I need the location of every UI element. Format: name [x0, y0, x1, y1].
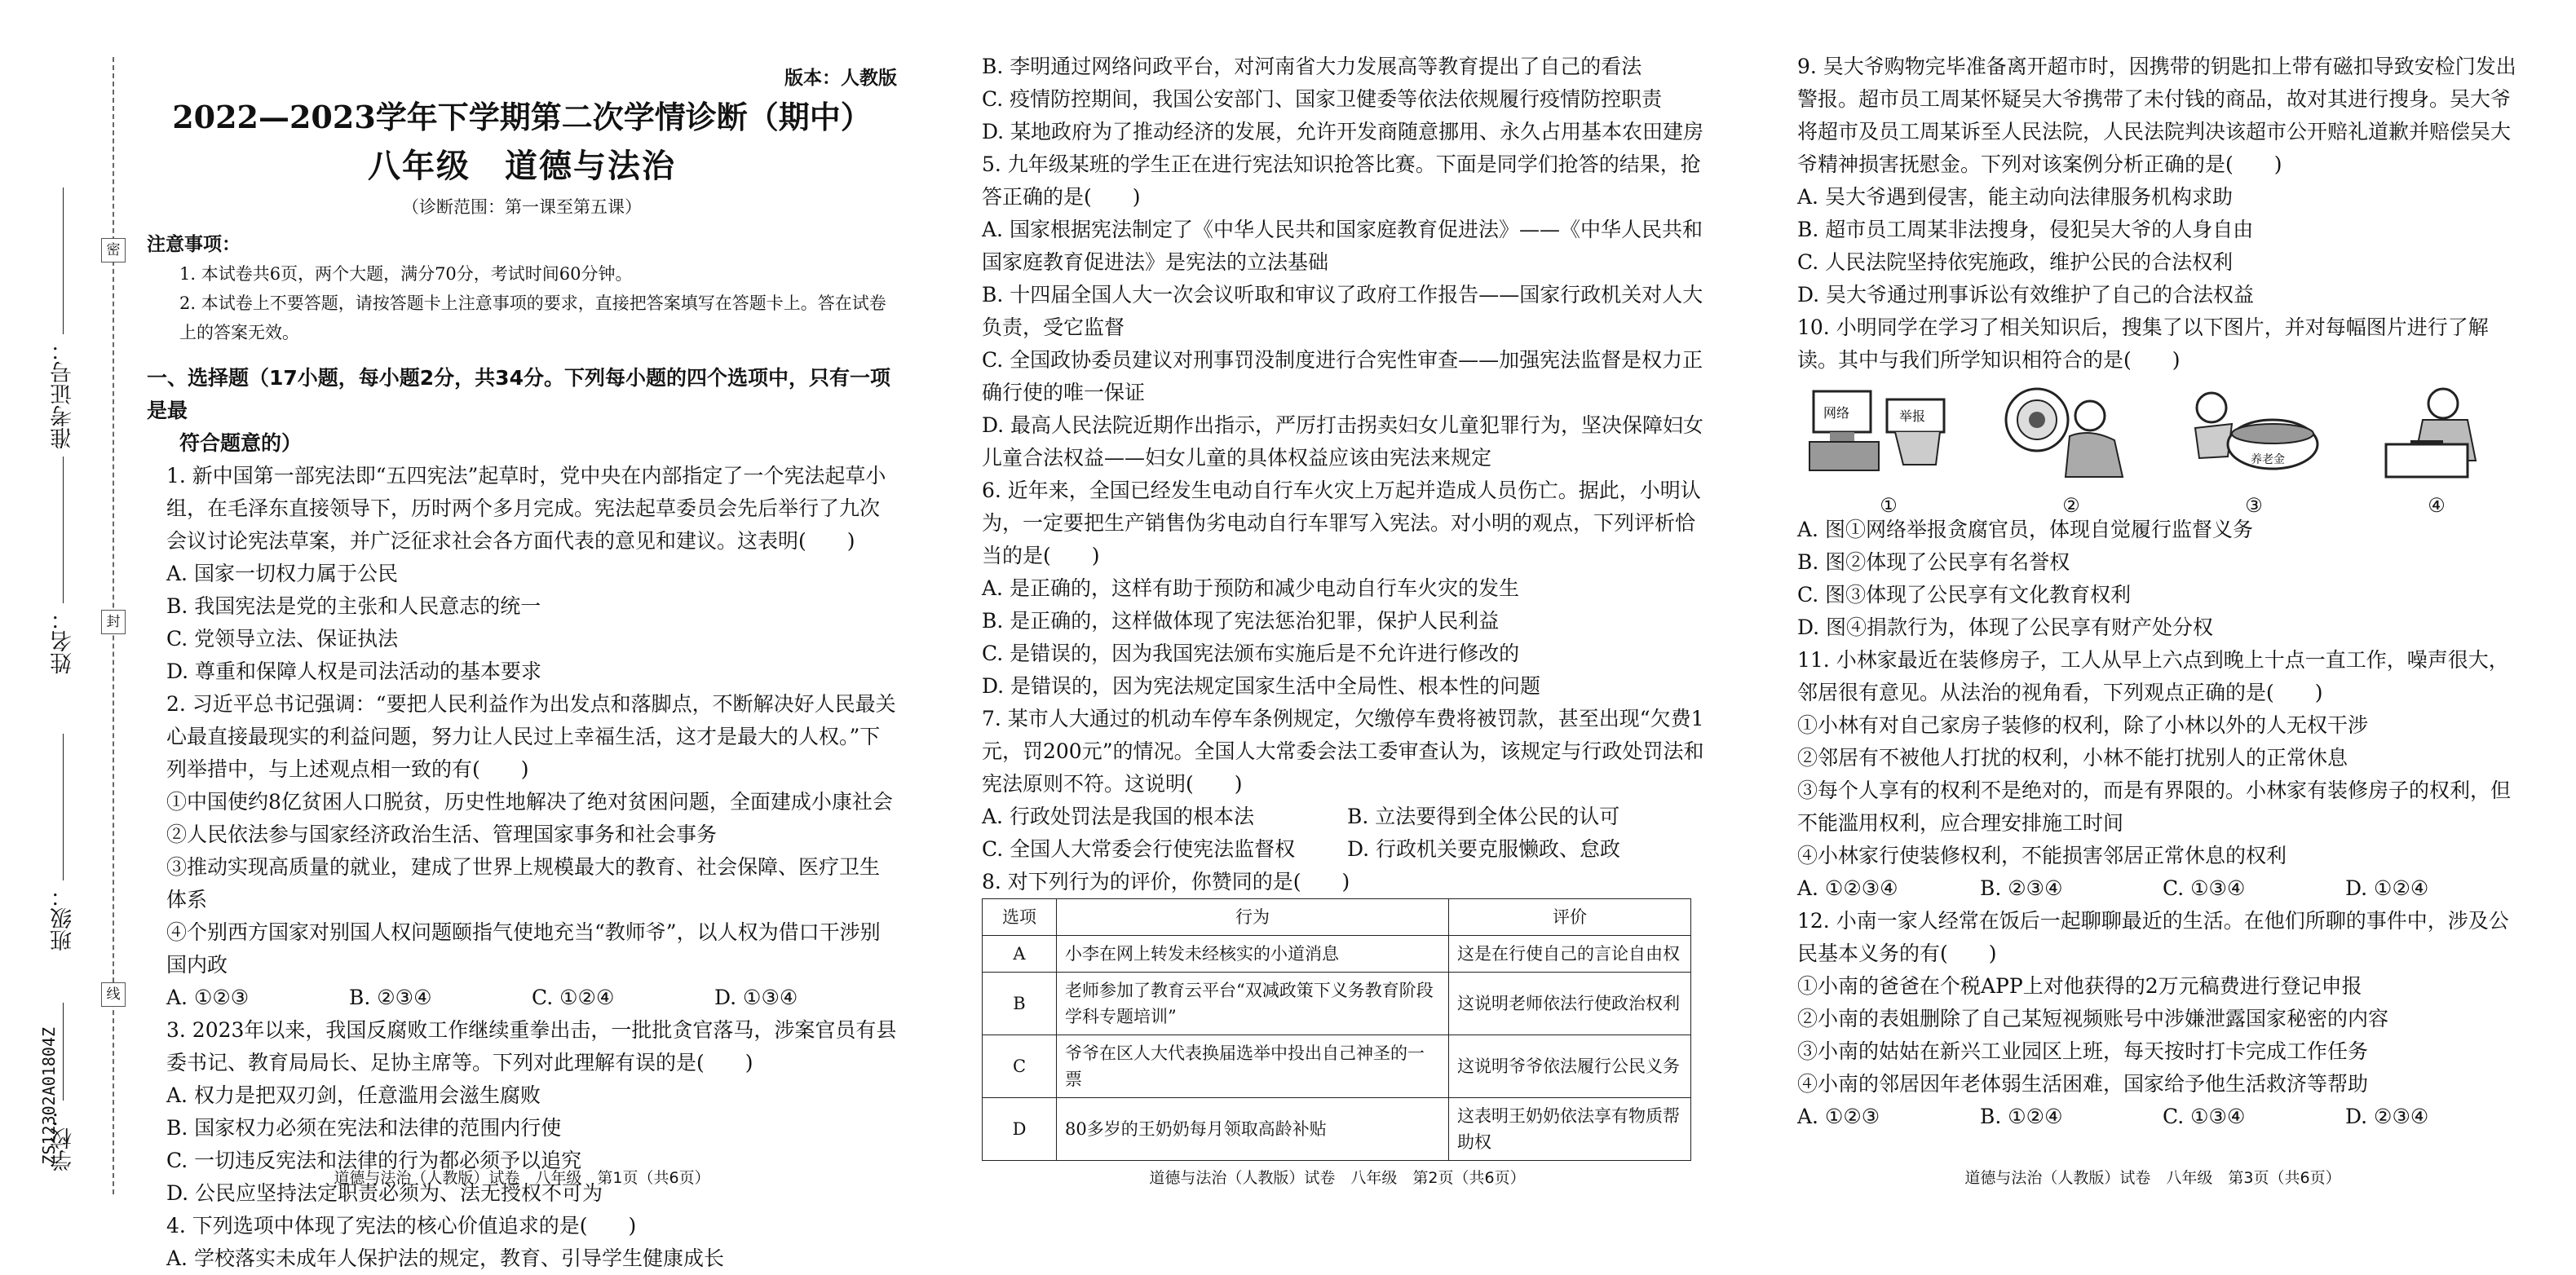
edition-label: 版本：人教版 — [784, 67, 897, 89]
question-4: 4. 下列选项中体现了宪法的核心价值追求的是( ) — [166, 1214, 637, 1238]
q5-option-b: B. 十四届全国人大一次会议听取和审议了政府工作报告——国家行政机关对人大负责，受它监督 — [982, 283, 1703, 339]
q7-options-row2 — [962, 833, 1712, 866]
q2-option-a: A. ①②③ — [166, 986, 250, 1009]
q12-option-b: B. ①②④ — [1980, 1105, 2063, 1128]
question-1: 1. 新中国第一部宪法即“五四宪法”起草时，党中央在内部指定了一个宪法起草小组，在毛泽东直接领导下，历时两个多月完成。宪法起草委员会先后举行了九次会议讨论宪法草案，并广泛征求社会各方面代表的意见和建议。这表明( ) — [166, 464, 886, 553]
q2-option-b: B. ②③④ — [349, 986, 432, 1009]
question-12: 12. 小南一家人经常在饭后一起聊聊最近的生活。在他们所聊的事件中，涉及公民基本义务的有( ) — [1797, 909, 2509, 965]
binding-margin — [0, 0, 122, 1242]
q3-option-c: C. 一切违反宪法和法律的行为都必须予以追究 — [166, 1149, 582, 1172]
table-header-action: 行为 — [1057, 899, 1449, 936]
table-header-option: 选项 — [983, 899, 1057, 936]
q12-statement-3: ③小南的姑姑在新兴工业园区上班，每天按时打卡完成工作任务 — [1797, 1039, 2369, 1063]
table-row — [983, 1035, 1691, 1098]
q6-option-a: A. 是正确的，这样有助于预防和减少电动自行车火灾的发生 — [982, 576, 1519, 600]
q7-option-c: C. 全国人大常委会行使宪法监督权 — [982, 837, 1296, 861]
table-header-evaluation: 评价 — [1449, 899, 1691, 936]
q2-option-c: C. ①②④ — [532, 986, 615, 1009]
q3-option-d: D. 公民应坚持法定职责必须为、法无授权不可为 — [166, 1181, 603, 1205]
question-5: 5. 九年级某班的学生正在进行宪法知识抢答比赛。下面是同学们抢答的结果，抢答正确的是( ) — [982, 152, 1701, 209]
q12-statement-2: ②小南的表姐删除了自己某短视频账号中涉嫌泄露国家秘密的内容 — [1797, 1007, 2389, 1030]
q5-option-c: C. 全国政协委员建议对刑事罚没制度进行合宪性审查——加强宪法监督是权力正确行使的唯一保证 — [982, 348, 1703, 404]
picture-1-label: ① — [1880, 494, 1898, 517]
exam-title: 2022—2023学年下学期第二次学情诊断（期中） — [172, 99, 872, 135]
footer-page-3: 道德与法治（人教版）试卷 八年级 第3页（共6页） — [1964, 1169, 2341, 1187]
computer-report-illustration — [1805, 383, 1960, 485]
picture-4 — [2345, 383, 2528, 517]
q12-option-d: D. ②③④ — [2345, 1105, 2429, 1128]
q10-option-d: D. 图④捐款行为，体现了公民享有财产处分权 — [1797, 615, 2214, 639]
q4-option-d: D. 某地政府为了推动经济的发展，允许开发商随意挪用、永久占用基本农田建房 — [982, 120, 1704, 143]
donation-illustration — [2353, 383, 2508, 485]
row-option: D — [983, 1098, 1057, 1161]
q6-option-c: C. 是错误的，因为我国宪法颁布实施后是不允许进行修改的 — [982, 642, 1520, 665]
q9-option-d: D. 吴大爷通过刑事诉讼有效维护了自己的合法权益 — [1797, 283, 2255, 307]
picture-4-label: ④ — [2428, 494, 2446, 517]
footer-page-1: 道德与法治（人教版）试卷 八年级 第1页（共6页） — [334, 1169, 710, 1187]
q11-options — [1778, 872, 2528, 905]
q10-option-a: A. 图①网络举报贪腐官员，体现自觉履行监督义务 — [1797, 518, 2253, 541]
q1-option-c: C. 党领导立法、保证执法 — [166, 627, 399, 651]
q10-option-b: B. 图②体现了公民享有名誉权 — [1797, 550, 2070, 574]
question-3: 3. 2023年以来，我国反腐败工作继续重拳出击，一批批贪官落马，涉案官员有县委书记、教育局局长、足协主席等。下列对此理解有误的是( ) — [166, 1018, 897, 1074]
row-option: B — [983, 973, 1057, 1035]
class-field: 班级： — [47, 734, 96, 951]
name-field: 姓名： — [47, 457, 96, 674]
section-heading: 一、选择题（17小题，每小题2分，共34分。下列每小题的四个选项中，只有一项是最 — [147, 366, 890, 422]
q2-statement-1: ①中国使约8亿贫困人口脱贫，历史性地解决了绝对贫困问题，全面建成小康社会 — [166, 790, 893, 814]
page-3 — [1778, 51, 2528, 1133]
person-target-illustration — [1988, 383, 2143, 485]
q7-options-row1 — [962, 801, 1712, 833]
q9-option-c: C. 人民法院坚持依宪施政，维护公民的合法权利 — [1797, 250, 2234, 274]
row-action: 80多岁的王奶奶每月领取高龄补贴 — [1057, 1098, 1449, 1161]
question-2: 2. 习近平总书记强调：“要把人民利益作为出发点和落脚点，不断解决好人民最关心最直接最现实的利益问题，努力让人民过上幸福生活，这才是最大的人权。”下列举措中，与上述观点相一致的有( ) — [166, 692, 896, 781]
seal-mark-mi: 密 — [101, 238, 126, 262]
section-heading-cont: 符合题意的） — [179, 431, 303, 455]
q9-option-a: A. 吴大爷遇到侵害，能主动向法律服务机构求助 — [1797, 185, 2233, 209]
notes-heading: 注意事项： — [147, 234, 241, 255]
q12-statement-4: ④小南的邻居因年老体弱生活困难，国家给予他生活救济等帮助 — [1797, 1072, 2369, 1096]
q11-option-b: B. ②③④ — [1980, 876, 2063, 900]
pic1-text-report: 举报 — [1899, 408, 1926, 424]
row-evaluation: 这是在行使自己的言论自由权 — [1449, 936, 1691, 973]
footer-page-2: 道德与法治（人教版）试卷 八年级 第2页（共6页） — [1149, 1169, 1526, 1187]
q11-statement-3: ③每个人享有的权利不是绝对的，而是有界限的。小林家有装修房子的权利，但不能滥用权利，应合理安排施工时间 — [1797, 779, 2512, 835]
q1-option-b: B. 我国宪法是党的主张和人民意志的统一 — [166, 594, 541, 618]
row-evaluation: 这说明爷爷依法履行公民义务 — [1449, 1035, 1691, 1098]
q2-statement-3: ③推动实现高质量的就业，建成了世界上规模最大的教育、社会保障、医疗卫生体系 — [166, 855, 881, 911]
seal-mark-feng: 封 — [101, 610, 126, 634]
q6-option-b: B. 是正确的，这样做体现了宪法惩治犯罪，保护人民利益 — [982, 609, 1500, 633]
row-evaluation: 这表明王奶奶依法享有物质帮助权 — [1449, 1098, 1691, 1161]
page-2 — [962, 51, 1712, 1161]
exam-scope: （诊断范围：第一课至第五课） — [402, 197, 642, 217]
q7-option-a: A. 行政处罚法是我国的根本法 — [982, 805, 1254, 828]
q5-option-a: A. 国家根据宪法制定了《中华人民共和国家庭教育促进法》——《中华人民共和国家庭教育促进法》是宪法的立法基础 — [982, 218, 1703, 274]
q3-option-a: A. 权力是把双刃剑，任意滥用会滋生腐败 — [166, 1083, 541, 1107]
q2-statement-4: ④个别西方国家对别国人权问题颐指气使地充当“教师爷”，以人权为借口干涉别国内政 — [166, 920, 881, 977]
q1-option-d: D. 尊重和保障人权是司法活动的基本要求 — [166, 660, 542, 683]
table-row — [983, 936, 1691, 973]
question-8: 8. 对下列行为的评价，你赞同的是( ) — [982, 870, 1350, 893]
q2-options — [147, 982, 897, 1014]
q6-option-d: D. 是错误的，因为宪法规定国家生活中全局性、根本性的问题 — [982, 674, 1541, 698]
school-field: 学校： — [47, 1003, 96, 1171]
q7-option-d: D. 行政机关要克服懒政、怠政 — [1347, 837, 1621, 861]
picture-3 — [2163, 383, 2345, 517]
q9-option-b: B. 超市员工周某非法搜身，侵犯吴大爷的人身自由 — [1797, 218, 2254, 241]
q5-option-d: D. 最高人民法院近期作出指示，严厉打击拐卖妇女儿童犯罪行为，坚决保障妇女儿童合法权益——妇女儿童的具体权益应该由宪法来规定 — [982, 413, 1704, 470]
page-1 — [147, 51, 897, 1275]
row-option: C — [983, 1035, 1057, 1098]
q12-option-c: C. ①③④ — [2163, 1105, 2246, 1128]
q12-options — [1778, 1101, 2528, 1133]
q8-evaluation-table — [982, 898, 1691, 1161]
q11-option-a: A. ①②③④ — [1797, 876, 1898, 900]
q2-option-d: D. ①③④ — [714, 986, 798, 1009]
q2-statement-2: ②人民依法参与国家经济政治生活、管理国家事务和社会事务 — [166, 823, 718, 846]
question-6: 6. 近年来，全国已经发生电动自行车火灾上万起并造成人员伤亡。据此，小明认为，一定要把生产销售伪劣电动自行车罪写入宪法。对小明的观点，下列评析恰当的是( ) — [982, 479, 1701, 567]
q4-option-c: C. 疫情防控期间，我国公安部门、国家卫健委等依法依规履行疫情防控职责 — [982, 87, 1663, 111]
table-row — [983, 1098, 1691, 1161]
q4-option-a: A. 学校落实未成年人保护法的规定，教育、引导学生健康成长 — [166, 1246, 724, 1270]
picture-2 — [1980, 383, 2163, 517]
q11-option-c: C. ①③④ — [2163, 876, 2246, 900]
picture-3-label: ③ — [2245, 494, 2263, 517]
note-1: 1. 本试卷共6页，两个大题，满分70分，考试时间60分钟。 — [179, 264, 633, 284]
q3-option-b: B. 国家权力必须在宪法和法律的范围内行使 — [166, 1116, 562, 1140]
pension-bowl-illustration — [2171, 383, 2326, 485]
exam-number-field: 准考证号： — [47, 188, 96, 449]
table-header-row — [983, 899, 1691, 936]
q11-statement-2: ②邻居有不被他人打扰的权利，小林不能打扰别人的正常休息 — [1797, 746, 2348, 770]
row-action: 爷爷在区人大代表换届选举中投出自己神圣的一票 — [1057, 1035, 1449, 1098]
note-2: 2. 本试卷上不要答题，请按答题卡上注意事项的要求，直接把答案填写在答题卡上。答在试卷上的答案无效。 — [179, 293, 886, 342]
q7-option-b: B. 立法要得到全体公民的认可 — [1347, 805, 1620, 828]
q11-statement-4: ④小林家行使装修权利，不能损害邻居正常休息的权利 — [1797, 844, 2287, 867]
pic1-text-network: 网络 — [1823, 405, 1850, 421]
q11-option-d: D. ①②④ — [2345, 876, 2429, 900]
q4-option-b: B. 李明通过网络问政平台，对河南省大力发展高等教育提出了自己的看法 — [982, 55, 1642, 78]
q10-pictures — [1778, 383, 2528, 517]
seal-mark-xian: 线 — [101, 982, 126, 1007]
question-7: 7. 某市人大通过的机动车停车条例规定，欠缴停车费将被罚款，甚至出现“欠费1元，罚200元”的情况。全国人大常委会法工委审查认为，该规定与行政处罚法和宪法原则不符。这说明( ) — [982, 707, 1704, 796]
picture-2-label: ② — [2062, 494, 2080, 517]
q12-statement-1: ①小南的爸爸在个税APP上对他获得的2万元稿费进行登记申报 — [1797, 974, 2362, 998]
question-11: 11. 小林家最近在装修房子，工人从早上六点到晚上十点一直工作，噪声很大，邻居很有意见。从法治的视角看，下列观点正确的是( ) — [1797, 648, 2509, 704]
row-evaluation: 这说明老师依法行使政治权利 — [1449, 973, 1691, 1035]
paper-code: ZS12302A01804Z — [39, 1027, 59, 1165]
question-10: 10. 小明同学在学习了相关知识后，搜集了以下图片，并对每幅图片进行了解读。其中与我们所学知识相符合的是( ) — [1797, 315, 2489, 372]
exam-subject: 八年级 道德与法治 — [368, 147, 676, 185]
q11-statement-1: ①小林有对自己家房子装修的权利，除了小林以外的人无权干涉 — [1797, 713, 2369, 737]
row-option: A — [983, 936, 1057, 973]
q10-option-c: C. 图③体现了公民享有文化教育权利 — [1797, 583, 2132, 607]
q1-option-a: A. 国家一切权力属于公民 — [166, 562, 398, 585]
picture-1 — [1797, 383, 1980, 517]
pic3-text-pension: 养老金 — [2251, 453, 2285, 466]
question-9: 9. 吴大爷购物完毕准备离开超市时，因携带的钥匙扣上带有磁扣导致安检门发出警报。超市员工周某怀疑吴大爷携带了未付钱的商品，故对其进行搜身。吴大爷将超市及员工周某诉至人民法院，人民法院判决该超市公开赔礼道歉并赔偿吴大爷精神损害抚慰金。下列对该案例分析正确的是( ) — [1797, 55, 2516, 176]
row-action: 老师参加了教育云平台“双减政策下义务教育阶段学科专题培训” — [1057, 973, 1449, 1035]
row-action: 小李在网上转发未经核实的小道消息 — [1057, 936, 1449, 973]
table-row — [983, 973, 1691, 1035]
q12-option-a: A. ①②③ — [1797, 1105, 1880, 1128]
